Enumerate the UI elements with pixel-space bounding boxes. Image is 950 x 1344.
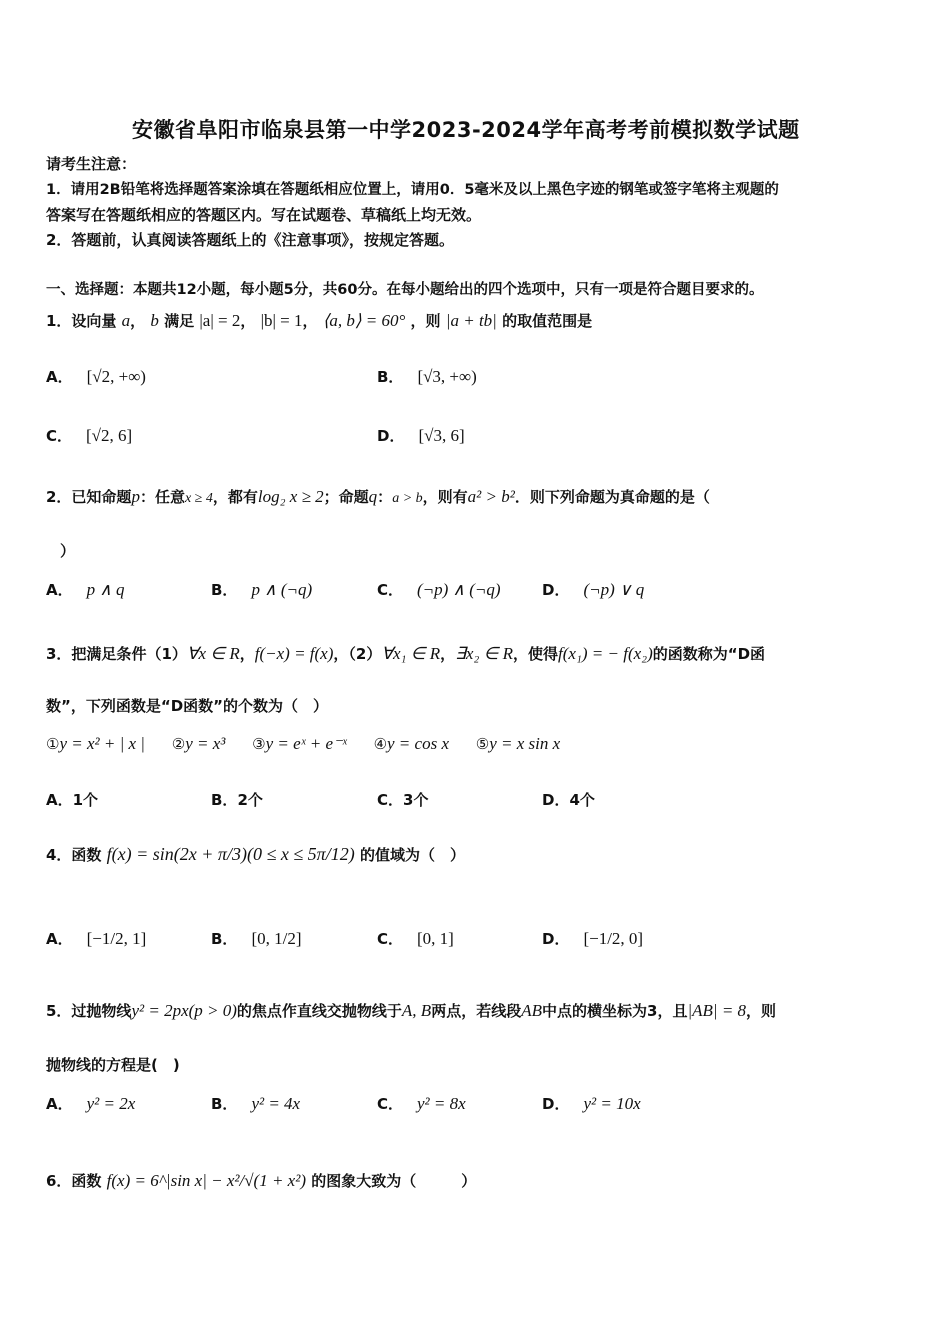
q1-text: 1．设向量 bbox=[46, 312, 117, 330]
option-label: A． bbox=[46, 368, 73, 386]
q5-option-d[interactable] bbox=[542, 1093, 641, 1114]
q2-text-2: ：任意 bbox=[139, 488, 185, 506]
q2-math-log: log₂ x ≥ 2 bbox=[257, 487, 324, 506]
q1-math-norm-b: |b| = 1 bbox=[260, 311, 303, 330]
q1-option-b[interactable] bbox=[377, 366, 477, 387]
option-text: 4个 bbox=[569, 791, 595, 809]
q5-math-2: A, B bbox=[401, 1001, 432, 1020]
q1-math-expr: |a + tb| bbox=[445, 311, 497, 330]
q5-option-a[interactable] bbox=[46, 1093, 135, 1114]
option-math: y² = 4x bbox=[251, 1094, 301, 1113]
option-label: A． bbox=[46, 1095, 73, 1113]
q1-math-a: a bbox=[121, 311, 131, 330]
q5-option-c[interactable] bbox=[377, 1093, 466, 1114]
option-label: C． bbox=[377, 791, 404, 809]
option-math: p ∧ q bbox=[86, 580, 125, 599]
q2-option-c[interactable] bbox=[377, 579, 501, 600]
q3-text-3: ，（2） bbox=[333, 645, 382, 663]
question-6 bbox=[46, 1170, 476, 1191]
option-label: B． bbox=[211, 581, 238, 599]
option-math: [0, 1/2] bbox=[251, 929, 302, 948]
q4-option-d[interactable] bbox=[542, 928, 643, 949]
option-math: [−1/2, 1] bbox=[86, 929, 147, 948]
q3-text-6: 的函数称为“D函 bbox=[652, 645, 766, 663]
q3-func-3-num: ③ bbox=[252, 735, 266, 753]
notice-line-3: 2．答题前，认真阅读答题纸上的《注意事项》，按规定答题。 bbox=[46, 231, 454, 249]
q6-text: 6．函数 bbox=[46, 1172, 102, 1190]
option-math: (¬p) ∨ q bbox=[583, 580, 645, 599]
q3-func-2: y = x³ bbox=[185, 734, 226, 753]
q2-math-q: q bbox=[368, 487, 378, 506]
question-5 bbox=[46, 1000, 776, 1021]
notice-line-1: 1．请用2B铅笔将选择题答案涂填在答题纸相应位置上，请用0．5毫米及以上黑色字迹的钢笔或签字笔将主观题的 bbox=[46, 182, 779, 198]
option-math: [−1/2, 0] bbox=[583, 929, 644, 948]
q3-function-list bbox=[46, 734, 560, 754]
q4-math: f(x) = sin(2x + π/3)(0 ≤ x ≤ 5π/12) bbox=[106, 844, 355, 864]
notice-line-2: 答案写在答题纸相应的答题区内。写在试题卷、草稿纸上均无效。 bbox=[46, 206, 482, 224]
option-math: y² = 2x bbox=[86, 1094, 136, 1113]
q2-math-p: p bbox=[131, 487, 140, 506]
q1-option-d[interactable] bbox=[377, 425, 465, 446]
option-math: (¬p) ∧ (¬q) bbox=[417, 580, 501, 599]
q3-func-1: y = x² + | x | bbox=[59, 734, 145, 753]
option-label: B． bbox=[211, 930, 238, 948]
question-1 bbox=[46, 310, 592, 331]
q6-math: f(x) = 6^|sin x| − x²/√(1 + x²) bbox=[106, 1171, 306, 1190]
q3-option-a[interactable] bbox=[46, 789, 98, 810]
q4-text: 4．函数 bbox=[46, 846, 102, 864]
q3-option-b[interactable] bbox=[211, 789, 263, 810]
q1-sep: ， bbox=[130, 312, 146, 330]
q3-text: 3．把满足条件（1） bbox=[46, 645, 187, 663]
q5-text-2: 的焦点作直线交抛物线于 bbox=[236, 1002, 402, 1020]
option-math: [√2, +∞) bbox=[86, 367, 146, 386]
q1-sep-3: ， bbox=[302, 312, 318, 330]
q1-text-2: 满足 bbox=[164, 312, 195, 330]
option-math: [√2, 6] bbox=[86, 426, 133, 445]
q6-text-2: 的图象大致为（ ） bbox=[311, 1172, 477, 1190]
q1-sep-2: ， bbox=[240, 312, 256, 330]
q3-option-c[interactable] bbox=[377, 789, 428, 810]
option-label: B． bbox=[377, 368, 404, 386]
q5-text-4: 中点的横坐标为3，且 bbox=[542, 1002, 688, 1020]
option-label: A． bbox=[46, 791, 73, 809]
q3-func-1-num: ① bbox=[46, 735, 60, 753]
q1-math-norm-a: |a| = 2 bbox=[199, 311, 241, 330]
q2-option-a[interactable] bbox=[46, 579, 125, 600]
q5-text-cont: 抛物线的方程是( ) bbox=[46, 1056, 180, 1074]
q3-math-1: ∀x ∈ R bbox=[186, 644, 240, 663]
option-math: [0, 1] bbox=[417, 929, 454, 948]
option-math: y² = 10x bbox=[583, 1094, 641, 1113]
question-4 bbox=[46, 844, 465, 865]
q5-text: 5．过抛物线 bbox=[46, 1002, 132, 1020]
q2-text-5: ： bbox=[377, 488, 393, 506]
q3-math-4: ∃x₂ ∈ R bbox=[455, 644, 514, 663]
q4-text-2: 的值域为（ ） bbox=[359, 846, 465, 864]
q3-func-5: y = x sin x bbox=[489, 734, 561, 753]
option-text: 3个 bbox=[403, 791, 429, 809]
q5-math-3: AB bbox=[521, 1001, 542, 1020]
q4-option-b[interactable] bbox=[211, 928, 301, 949]
q2-text-6: ，则有 bbox=[422, 488, 468, 506]
q4-option-c[interactable] bbox=[377, 928, 454, 949]
option-label: D． bbox=[542, 791, 570, 809]
q3-option-d[interactable] bbox=[542, 789, 595, 810]
q3-func-5-num: ⑤ bbox=[475, 735, 490, 753]
option-label: D． bbox=[542, 1095, 570, 1113]
q1-option-a[interactable] bbox=[46, 366, 146, 387]
question-3 bbox=[46, 643, 765, 664]
q1-text-4: 的取值范围是 bbox=[502, 312, 593, 330]
option-label: C． bbox=[46, 427, 73, 445]
q3-func-3: y = eˣ + e⁻ˣ bbox=[265, 734, 347, 753]
q2-close-paren: ） bbox=[60, 542, 76, 560]
q3-func-4-num: ④ bbox=[373, 735, 388, 753]
q4-option-a[interactable] bbox=[46, 928, 146, 949]
option-math: y² = 8x bbox=[417, 1094, 466, 1113]
q5-option-b[interactable] bbox=[211, 1093, 300, 1114]
page-title: 安徽省阜阳市临泉县第一中学2023-2024学年高考考前模拟数学试题 bbox=[132, 118, 800, 142]
option-label: C． bbox=[377, 581, 404, 599]
q1-text-3: ，则 bbox=[410, 312, 441, 330]
section-heading: 一、选择题：本题共12小题，每小题5分，共60分。在每小题给出的四个选项中，只有一项是符合题目要求的。 bbox=[46, 282, 764, 298]
q2-text-4: ；命题 bbox=[323, 488, 369, 506]
q2-text-3: ，都有 bbox=[212, 488, 258, 506]
notice-heading: 请考生注意： bbox=[46, 155, 137, 173]
option-label: B． bbox=[211, 791, 238, 809]
option-label: A． bbox=[46, 581, 73, 599]
option-math: [√3, +∞) bbox=[417, 367, 477, 386]
q3-text-2: ， bbox=[239, 645, 255, 663]
q5-text-3: 两点，若线段 bbox=[431, 1002, 522, 1020]
q2-text: 2．已知命题 bbox=[46, 488, 132, 506]
q3-text-4: ， bbox=[440, 645, 456, 663]
option-label: D． bbox=[377, 427, 405, 445]
q5-math-4: |AB| = 8 bbox=[687, 1001, 747, 1020]
q3-func-2-num: ② bbox=[171, 735, 186, 753]
q1-option-c[interactable] bbox=[46, 425, 132, 446]
option-text: 1个 bbox=[72, 791, 99, 809]
q2-math-ab: a > b bbox=[392, 491, 423, 506]
option-label: C． bbox=[377, 930, 404, 948]
option-text: 2个 bbox=[237, 791, 263, 809]
option-label: D． bbox=[542, 581, 570, 599]
option-math: p ∧ (¬q) bbox=[251, 580, 313, 599]
option-label: A． bbox=[46, 930, 73, 948]
q3-math-5: f(x₁) = − f(x₂) bbox=[558, 644, 653, 663]
q3-math-2: f(−x) = f(x) bbox=[254, 644, 334, 663]
option-label: D． bbox=[542, 930, 570, 948]
q1-math-b: b bbox=[150, 311, 159, 330]
q2-option-b[interactable] bbox=[211, 579, 312, 600]
question-2 bbox=[46, 486, 710, 507]
q3-text-5: ，使得 bbox=[513, 645, 559, 663]
q5-math-1: y² = 2px(p > 0) bbox=[131, 1001, 237, 1020]
q2-text-7: ．则下列命题为真命题的是（ bbox=[514, 488, 710, 506]
q3-func-4: y = cos x bbox=[387, 734, 449, 753]
q3-text-cont: 数”，下列函数是“D函数”的个数为（ ） bbox=[46, 697, 329, 715]
q3-math-3: ∀x₁ ∈ R bbox=[381, 644, 441, 663]
q2-math-cond: x ≥ 4 bbox=[184, 491, 213, 506]
option-label: C． bbox=[377, 1095, 404, 1113]
option-label: B． bbox=[211, 1095, 238, 1113]
q1-math-angle: ⟨a, b⟩ = 60° bbox=[322, 311, 406, 330]
option-math: [√3, 6] bbox=[418, 426, 465, 445]
q2-math-sq: a² > b² bbox=[467, 487, 515, 506]
q5-text-5: ，则 bbox=[746, 1002, 777, 1020]
q2-option-d[interactable] bbox=[542, 579, 644, 600]
